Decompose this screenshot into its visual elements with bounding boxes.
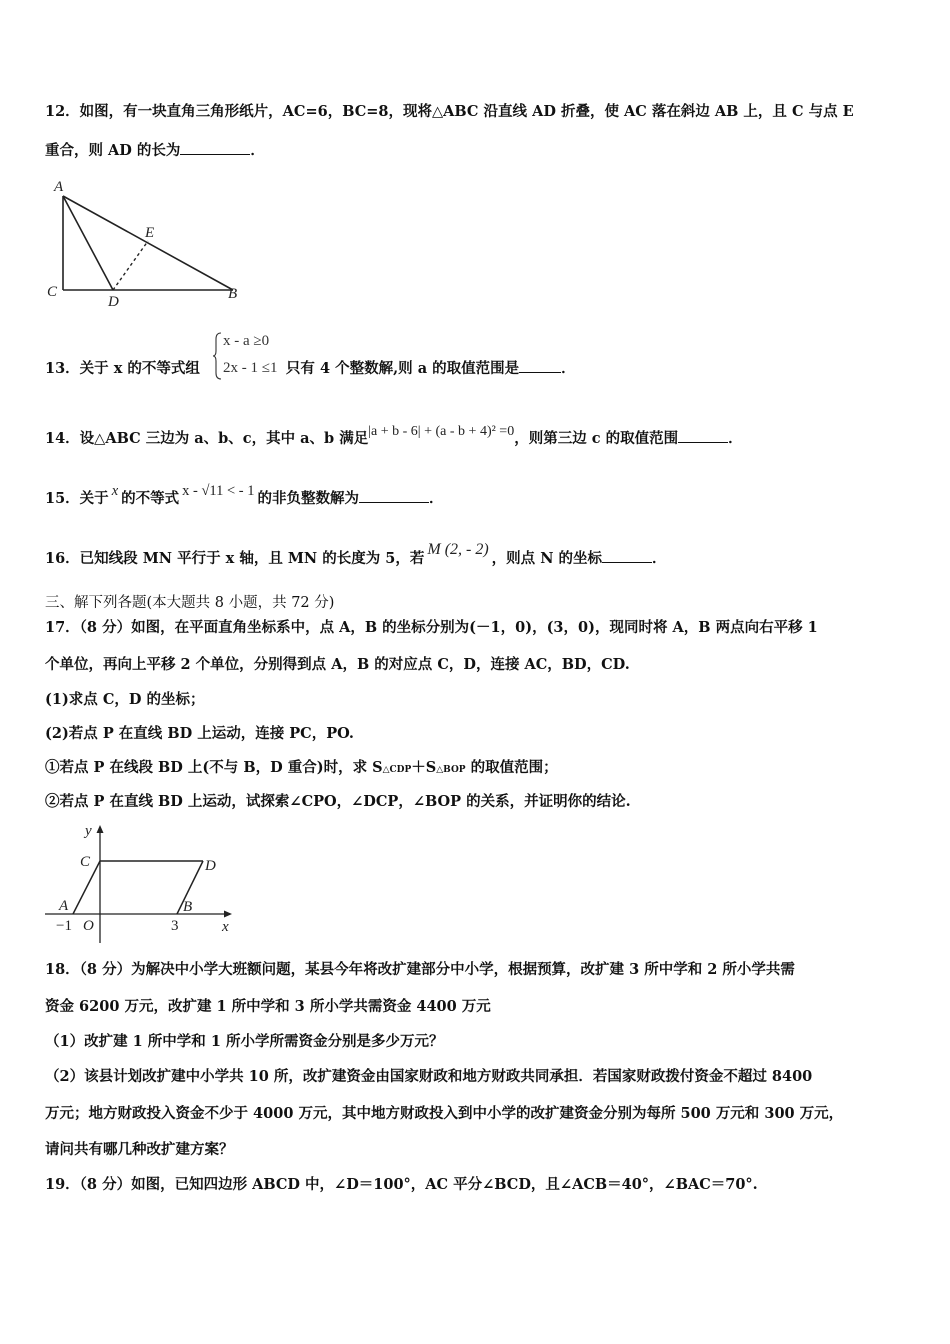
q18-part2: （2）该县计划改扩建中小学共 10 所，改扩建资金由国家财政和地方财政共同承担．若国家财政拨付资金不超过 8400 <box>45 1068 813 1085</box>
q15-end: ． <box>429 490 444 507</box>
label-o: O <box>83 918 94 934</box>
label-c: C <box>47 284 58 300</box>
label-b: B <box>183 899 193 915</box>
label-e: E <box>145 225 155 241</box>
q17-part2-2: ②若点 P 在直线 BD 上运动，试探索∠CPO，∠DCP，∠BOP 的关系，并证明你的结论. <box>45 793 631 810</box>
q17-p3c: 的取值范围； <box>465 759 558 776</box>
q17-sub-bop: △BOP <box>436 765 466 775</box>
q14-suffix: ，则第三边 c 的取值范围 <box>514 430 679 447</box>
q16-suffix: ，则点 N 的坐标 <box>491 550 603 567</box>
section-title: 三、解下列各题(本大题共 8 小题，共 72 分) <box>45 595 335 611</box>
answer-blank[interactable] <box>519 358 561 373</box>
q17-p3a: ①若点 P 在线段 BD 上(不与 B，D 重合)时，求 S <box>45 759 383 776</box>
answer-blank[interactable] <box>678 428 728 443</box>
q17-part1: (1)求点 C，D 的坐标； <box>45 691 205 708</box>
q14-prefix: 14．设△ABC 三边为 a、b、c，其中 a、b 满足 <box>45 430 369 447</box>
q16-end: ． <box>652 550 667 567</box>
dashed-de <box>113 241 148 290</box>
q12-line2 <box>45 140 265 161</box>
q19-line1: 19．（8 分）如图，已知四边形 ABCD 中，∠D＝100°，AC 平分∠BCD，且∠ACB＝40°，∠BAC＝70°. <box>45 1176 758 1193</box>
q13-prefix: 13．关于 x 的不等式组 <box>45 360 200 377</box>
q18-part2-cont: 万元；地方财政投入资金不少于 4000 万元，其中地方财政投入到中小学的改扩建资金分别为每所 500 万元和 300 万元， <box>45 1105 844 1122</box>
q14-end: ． <box>728 430 743 447</box>
q12-triangle-figure <box>40 175 255 310</box>
label-a: A <box>54 179 64 195</box>
label-b: B <box>228 286 238 302</box>
q15-line <box>45 483 444 509</box>
label-x: x <box>222 919 229 935</box>
q17-part2-1 <box>45 758 558 780</box>
q16-prefix: 16．已知线段 MN 平行于 x 轴，且 MN 的长度为 5，若 <box>45 550 425 567</box>
label-y: y <box>85 823 92 839</box>
q15-suffix: 的非负整数解为 <box>257 490 360 507</box>
q12-end: ． <box>250 142 265 159</box>
q17-line2: 个单位，再向上平移 2 个单位，分别得到点 A，B 的对应点 C，D，连接 AC，BD，CD. <box>45 656 630 673</box>
q17-sub-cdp: △CDP <box>382 765 412 775</box>
q13-suffix: 只有 4 个整数解,则 a 的取值范围是 <box>285 360 520 377</box>
q17-part2: (2)若点 P 在直线 BD 上运动，连接 PC，PO. <box>45 725 354 742</box>
q15-inequality: x - √11 < - 1 <box>182 483 255 499</box>
label-d: D <box>205 858 216 874</box>
label-a: A <box>59 898 69 914</box>
tick-minus-one: −1 <box>56 918 72 934</box>
q17-line1: 17．（8 分）如图，在平面直角坐标系中，点 A，B 的坐标分别为(－1，0)，(3，0)，现同时将 A，B 两点向右平移 1 <box>45 619 818 636</box>
q15-mid: 的不等式 <box>121 490 180 507</box>
q13-line <box>45 358 576 379</box>
answer-blank[interactable] <box>359 488 429 503</box>
q15-prefix: 15．关于 <box>45 490 109 507</box>
q15-var: x <box>111 483 119 499</box>
q16-line <box>45 541 667 569</box>
tick-three: 3 <box>171 918 179 934</box>
q16-point-m: M (2, - 2) <box>427 541 489 558</box>
q12-text: 重合，则 AD 的长为 <box>45 142 181 159</box>
q18-part1: （1）改扩建 1 所中学和 1 所小学所需资金分别是多少万元？ <box>45 1033 444 1050</box>
q13-eq2: 2x - 1 ≤1 <box>223 360 278 376</box>
y-axis-arrow <box>97 825 104 833</box>
q14-condition: |a + b - 6| + (a - b + 4)² =0 <box>368 424 515 439</box>
q12-line1: 12．如图，有一块直角三角形纸片，AC=6，BC=8，现将△ABC 沿直线 AD 折叠，使 AC 落在斜边 AB 上，且 C 与点 E <box>45 103 854 120</box>
q18-line2: 资金 6200 万元，改扩建 1 所中学和 3 所小学共需资金 4400 万元 <box>45 998 491 1015</box>
label-d: D <box>108 294 119 310</box>
q17-coordinate-figure <box>40 818 240 948</box>
q13-eq1: x - a ≥0 <box>223 333 270 349</box>
answer-blank[interactable] <box>602 548 652 563</box>
q13-end: ． <box>561 360 576 377</box>
q14-line <box>45 424 743 450</box>
q17-p3b: ＋S <box>411 759 437 776</box>
answer-blank[interactable] <box>180 140 250 155</box>
x-axis-arrow <box>224 911 232 918</box>
q18-part2-end: 请问共有哪几种改扩建方案？ <box>45 1141 234 1158</box>
q18-line1: 18．（8 分）为解决中小学大班额问题，某县今年将改扩建部分中小学，根据预算，改扩建 3 所中学和 2 所小学共需 <box>45 961 795 978</box>
label-c: C <box>80 854 91 870</box>
